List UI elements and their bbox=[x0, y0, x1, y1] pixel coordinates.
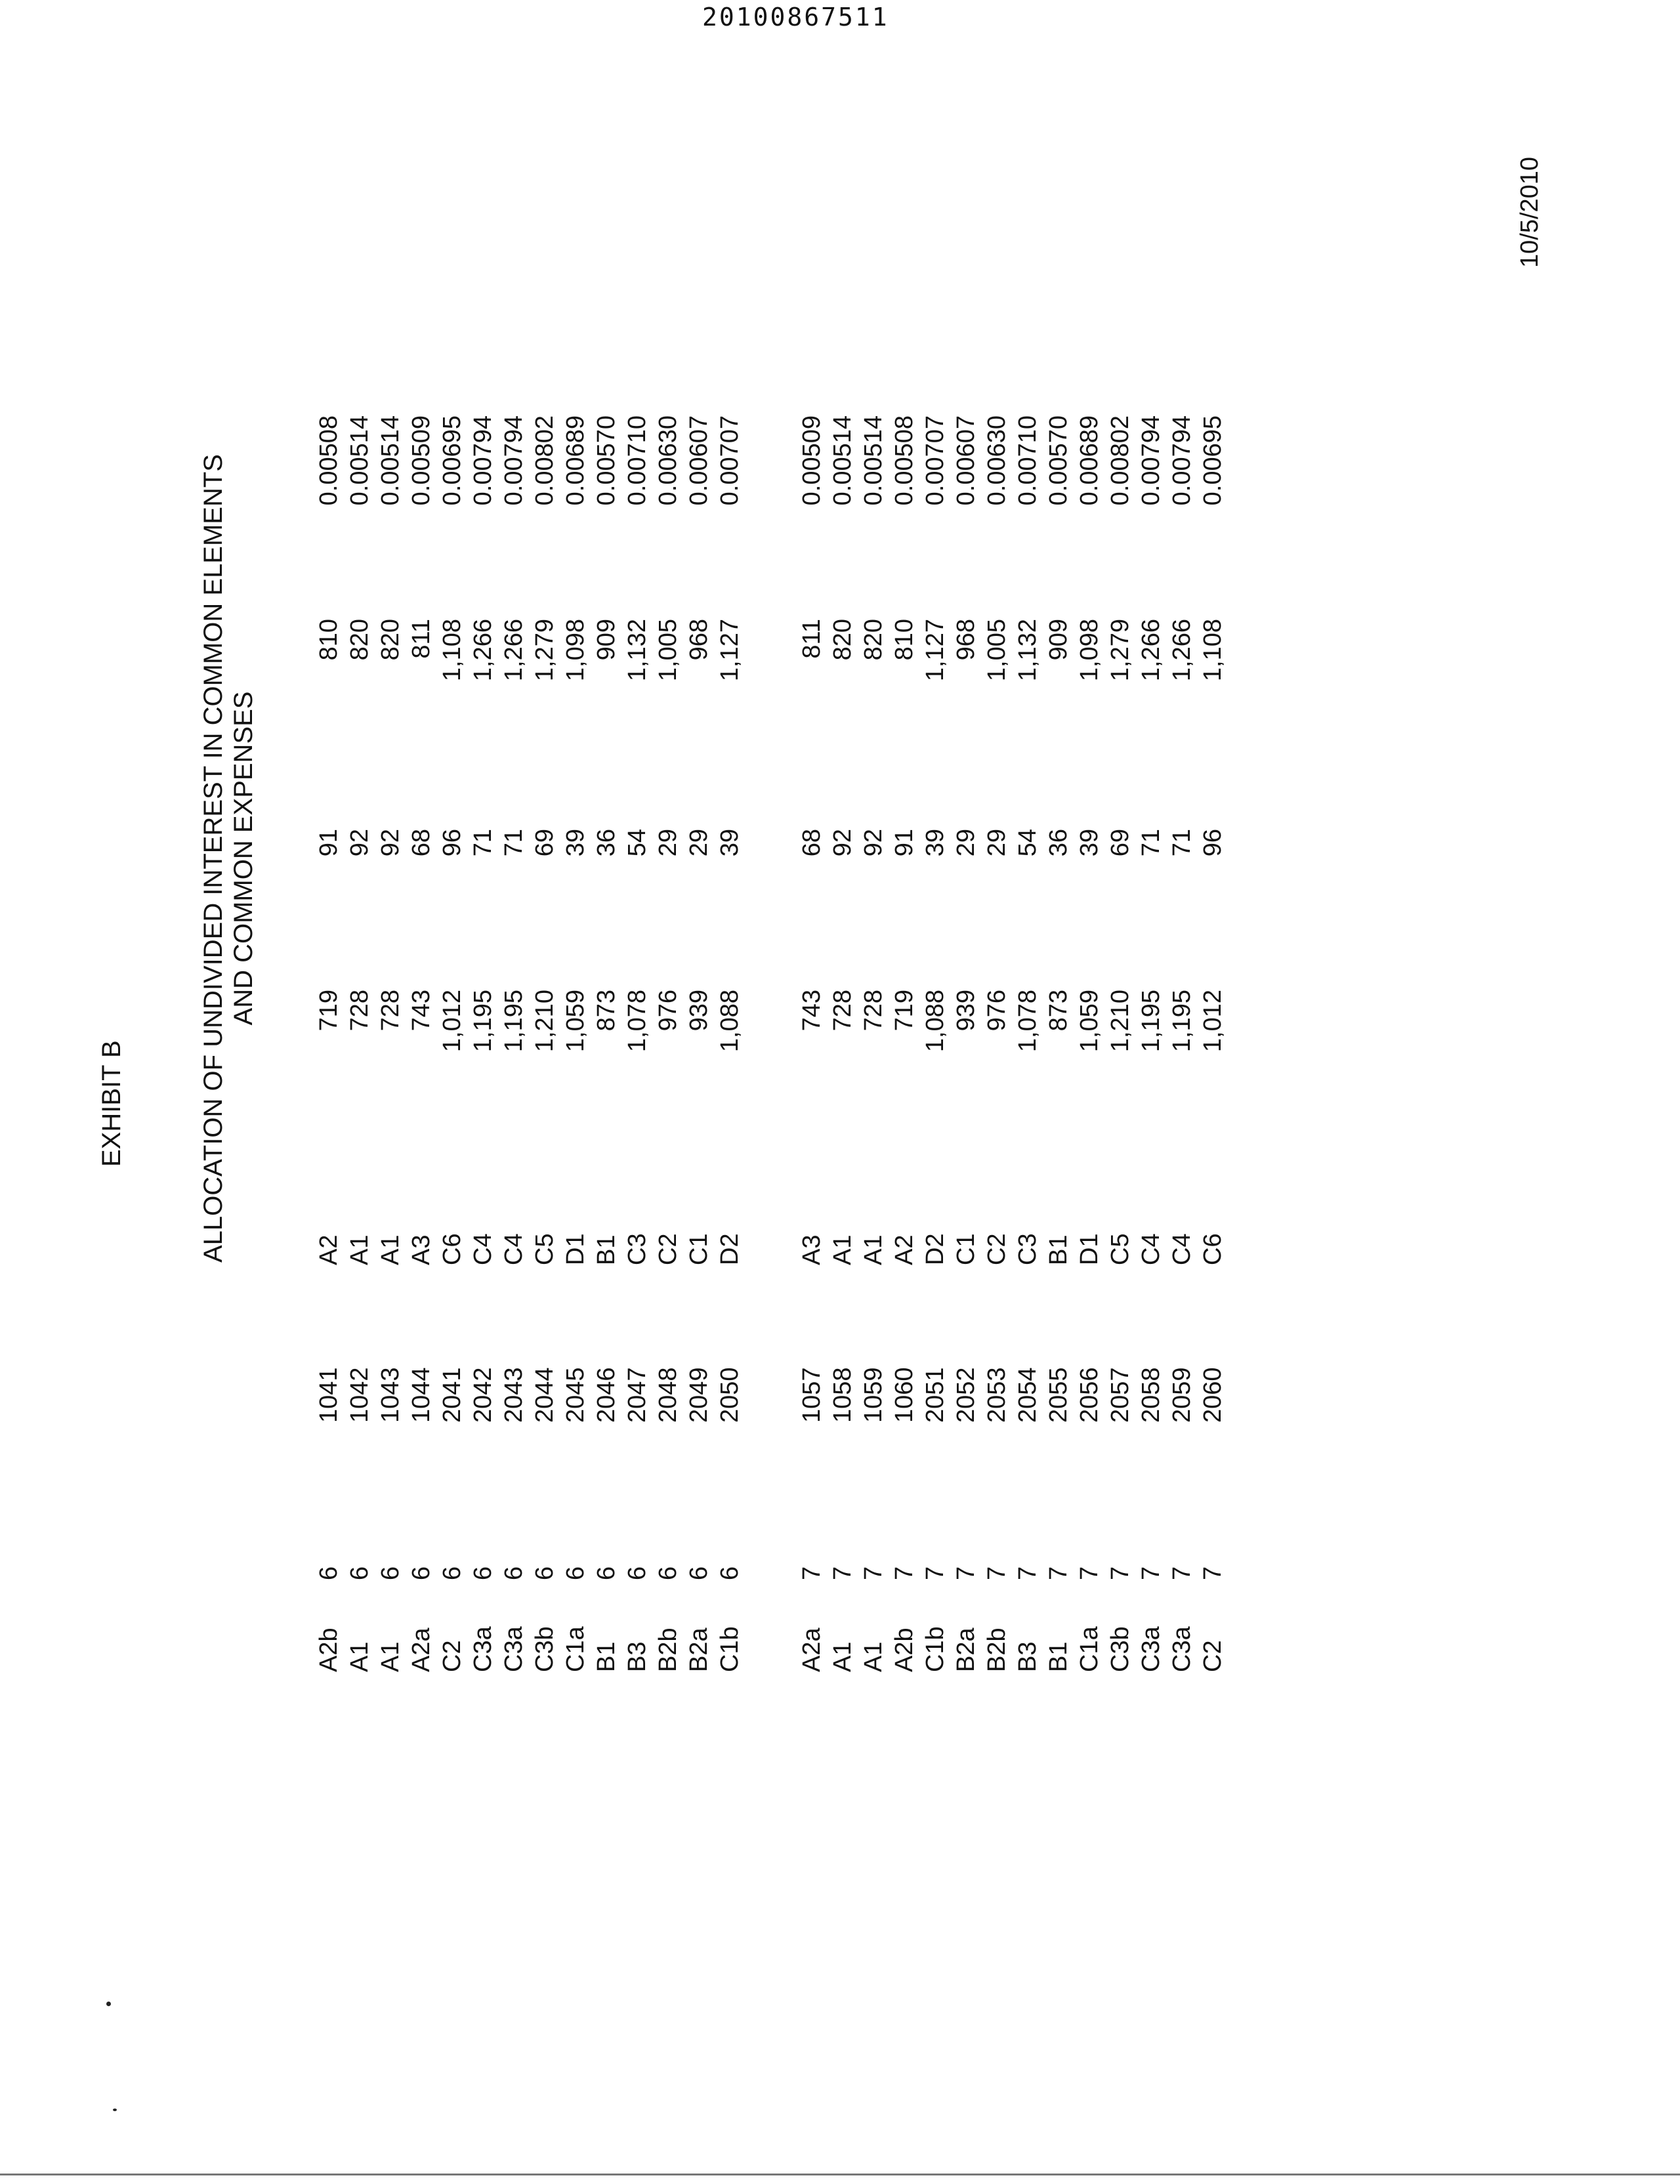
area-a-cell: 728 bbox=[377, 990, 404, 1032]
table-row bbox=[1043, 415, 1074, 1672]
table-row bbox=[653, 415, 684, 1672]
unit-number-cell: 2058 bbox=[1137, 1367, 1165, 1423]
area-total-cell: 820 bbox=[346, 619, 373, 661]
area-b-cell: 39 bbox=[1076, 829, 1103, 857]
plan-code-cell: C1 bbox=[952, 1233, 980, 1265]
unit-type-cell: C2 bbox=[438, 1640, 466, 1672]
unit-number-cell: 2044 bbox=[531, 1367, 558, 1423]
table-row bbox=[982, 415, 1013, 1672]
floor-cell: 7 bbox=[1045, 1566, 1072, 1580]
area-b-cell: 92 bbox=[829, 829, 856, 857]
unit-type-cell: B3 bbox=[623, 1641, 651, 1672]
percentage-cell: 0.00630 bbox=[983, 415, 1011, 506]
plan-code-cell: D2 bbox=[716, 1233, 744, 1265]
area-total-cell: 1,108 bbox=[1199, 619, 1227, 682]
date-stamp: 10/5/2010 bbox=[1516, 156, 1544, 268]
area-a-cell: 728 bbox=[346, 990, 373, 1032]
area-total-cell: 820 bbox=[829, 619, 856, 661]
table-row bbox=[591, 415, 622, 1672]
area-a-cell: 976 bbox=[654, 990, 682, 1032]
bottom-rule bbox=[0, 2174, 1680, 2175]
area-total-cell: 1,266 bbox=[500, 619, 528, 682]
unit-number-cell: 2051 bbox=[921, 1367, 949, 1423]
table-row bbox=[920, 415, 951, 1672]
table-row bbox=[622, 415, 653, 1672]
area-a-cell: 1,088 bbox=[716, 990, 744, 1053]
table-row bbox=[468, 415, 499, 1672]
percentage-cell: 0.00607 bbox=[952, 415, 980, 506]
floor-cell: 6 bbox=[531, 1566, 558, 1580]
area-a-cell: 939 bbox=[952, 990, 980, 1032]
floor-cell: 6 bbox=[500, 1566, 528, 1580]
unit-type-cell: C3a bbox=[1137, 1626, 1165, 1672]
table-row bbox=[951, 415, 982, 1672]
area-a-cell: 1,059 bbox=[562, 990, 589, 1053]
table-row bbox=[1105, 415, 1136, 1672]
table-row bbox=[1198, 415, 1228, 1672]
area-a-cell: 728 bbox=[829, 990, 856, 1032]
exhibit-title: EXHIBIT B bbox=[97, 1040, 126, 1167]
plan-code-cell: A3 bbox=[798, 1234, 826, 1265]
area-total-cell: 968 bbox=[952, 619, 980, 661]
percentage-cell: 0.00514 bbox=[860, 415, 887, 506]
heading-line-2: AND COMMON EXPENSES bbox=[229, 691, 258, 1026]
area-b-cell: 96 bbox=[1199, 829, 1227, 857]
unit-type-cell: A1 bbox=[829, 1641, 856, 1672]
unit-type-cell: A2a bbox=[408, 1628, 435, 1672]
unit-type-cell: A1 bbox=[346, 1641, 373, 1672]
area-total-cell: 1,132 bbox=[1014, 619, 1041, 682]
floor-cell: 6 bbox=[654, 1566, 682, 1580]
plan-code-cell: A2 bbox=[891, 1234, 918, 1265]
floor-cell: 6 bbox=[408, 1566, 435, 1580]
unit-type-cell: B2a bbox=[685, 1628, 713, 1672]
area-a-cell: 1,012 bbox=[1199, 990, 1227, 1053]
unit-type-cell: A2a bbox=[798, 1628, 826, 1672]
plan-code-cell: C5 bbox=[531, 1233, 558, 1265]
percentage-cell: 0.00689 bbox=[1076, 415, 1103, 506]
plan-code-cell: B1 bbox=[1045, 1234, 1072, 1265]
area-b-cell: 71 bbox=[1137, 829, 1165, 857]
percentage-cell: 0.00570 bbox=[1045, 415, 1072, 506]
table-row bbox=[560, 415, 591, 1672]
unit-type-cell: A2b bbox=[891, 1628, 918, 1672]
area-total-cell: 909 bbox=[1045, 619, 1072, 661]
area-a-cell: 1,195 bbox=[1137, 990, 1165, 1053]
area-b-cell: 91 bbox=[315, 829, 343, 857]
percentage-cell: 0.00514 bbox=[829, 415, 856, 506]
floor-cell: 7 bbox=[798, 1566, 826, 1580]
unit-type-cell: C1b bbox=[921, 1626, 949, 1672]
plan-code-cell: D2 bbox=[921, 1233, 949, 1265]
area-a-cell: 1,210 bbox=[531, 990, 558, 1053]
floor-cell: 7 bbox=[891, 1566, 918, 1580]
area-a-cell: 1,078 bbox=[1014, 990, 1041, 1053]
floor-cell: 7 bbox=[829, 1566, 856, 1580]
unit-number-cell: 2056 bbox=[1076, 1367, 1103, 1423]
unit-type-cell: B3 bbox=[1014, 1641, 1041, 1672]
plan-code-cell: C2 bbox=[983, 1233, 1011, 1265]
floor-cell: 6 bbox=[562, 1566, 589, 1580]
unit-number-cell: 1042 bbox=[346, 1367, 373, 1423]
unit-number-cell: 1060 bbox=[891, 1367, 918, 1423]
area-b-cell: 71 bbox=[469, 829, 497, 857]
plan-code-cell: C4 bbox=[469, 1233, 497, 1265]
unit-number-cell: 2055 bbox=[1045, 1367, 1072, 1423]
unit-number-cell: 1058 bbox=[829, 1367, 856, 1423]
group-spacer-cell bbox=[746, 415, 797, 1672]
area-b-cell: 96 bbox=[438, 829, 466, 857]
plan-code-cell: A2 bbox=[315, 1234, 343, 1265]
area-a-cell: 1,195 bbox=[469, 990, 497, 1053]
area-total-cell: 1,108 bbox=[438, 619, 466, 682]
floor-cell: 6 bbox=[593, 1566, 620, 1580]
table-row bbox=[530, 415, 560, 1672]
percentage-cell: 0.00509 bbox=[408, 415, 435, 506]
floor-cell: 6 bbox=[346, 1566, 373, 1580]
area-b-cell: 29 bbox=[952, 829, 980, 857]
area-b-cell: 68 bbox=[798, 829, 826, 857]
percentage-cell: 0.00695 bbox=[438, 415, 466, 506]
floor-cell: 7 bbox=[1076, 1566, 1103, 1580]
area-b-cell: 29 bbox=[654, 829, 682, 857]
area-total-cell: 1,266 bbox=[1137, 619, 1165, 682]
unit-type-cell: B2b bbox=[983, 1628, 1011, 1672]
table-row bbox=[684, 415, 715, 1672]
area-a-cell: 743 bbox=[798, 990, 826, 1032]
area-b-cell: 68 bbox=[408, 829, 435, 857]
area-a-cell: 1,195 bbox=[500, 990, 528, 1053]
allocation-table-body bbox=[314, 415, 1228, 1672]
area-a-cell: 743 bbox=[408, 990, 435, 1032]
area-total-cell: 810 bbox=[891, 619, 918, 661]
area-b-cell: 36 bbox=[593, 829, 620, 857]
plan-code-cell: A1 bbox=[860, 1234, 887, 1265]
unit-type-cell: C3a bbox=[1168, 1626, 1196, 1672]
percentage-cell: 0.00710 bbox=[623, 415, 651, 506]
area-a-cell: 1,195 bbox=[1168, 990, 1196, 1053]
floor-cell: 6 bbox=[623, 1566, 651, 1580]
floor-cell: 7 bbox=[1137, 1566, 1165, 1580]
unit-number-cell: 2043 bbox=[500, 1367, 528, 1423]
document-number: 20100867511 bbox=[702, 3, 889, 32]
unit-type-cell: C2 bbox=[1199, 1640, 1227, 1672]
area-total-cell: 1,098 bbox=[562, 619, 589, 682]
area-a-cell: 1,210 bbox=[1106, 990, 1134, 1053]
area-a-cell: 1,088 bbox=[921, 990, 949, 1053]
area-b-cell: 54 bbox=[623, 829, 651, 857]
heading-line-1: ALLOCATION OF UNDIVIDED INTEREST IN COMMON ELEMENTS bbox=[199, 454, 228, 1263]
percentage-cell: 0.00508 bbox=[315, 415, 343, 506]
unit-number-cell: 2049 bbox=[685, 1367, 713, 1423]
unit-number-cell: 2054 bbox=[1014, 1367, 1041, 1423]
floor-cell: 7 bbox=[921, 1566, 949, 1580]
area-a-cell: 1,059 bbox=[1076, 990, 1103, 1053]
table-row bbox=[858, 415, 889, 1672]
unit-type-cell: C3a bbox=[469, 1626, 497, 1672]
area-b-cell: 71 bbox=[500, 829, 528, 857]
percentage-cell: 0.00802 bbox=[531, 415, 558, 506]
plan-code-cell: B1 bbox=[593, 1234, 620, 1265]
floor-cell: 7 bbox=[952, 1566, 980, 1580]
percentage-cell: 0.00707 bbox=[921, 415, 949, 506]
unit-number-cell: 1043 bbox=[377, 1367, 404, 1423]
plan-code-cell: C5 bbox=[1106, 1233, 1134, 1265]
percentage-cell: 0.00570 bbox=[593, 415, 620, 506]
unit-number-cell: 2041 bbox=[438, 1367, 466, 1423]
area-b-cell: 39 bbox=[921, 829, 949, 857]
floor-cell: 7 bbox=[1199, 1566, 1227, 1580]
unit-type-cell: C3b bbox=[531, 1626, 558, 1672]
unit-number-cell: 2053 bbox=[983, 1367, 1011, 1423]
table-row bbox=[1136, 415, 1167, 1672]
plan-code-cell: C2 bbox=[654, 1233, 682, 1265]
area-b-cell: 29 bbox=[685, 829, 713, 857]
percentage-cell: 0.00514 bbox=[346, 415, 373, 506]
percentage-cell: 0.00689 bbox=[562, 415, 589, 506]
unit-number-cell: 2047 bbox=[623, 1367, 651, 1423]
percentage-cell: 0.00695 bbox=[1199, 415, 1227, 506]
plan-code-cell: A1 bbox=[377, 1234, 404, 1265]
unit-number-cell: 1044 bbox=[408, 1367, 435, 1423]
area-a-cell: 873 bbox=[1045, 990, 1072, 1032]
area-a-cell: 939 bbox=[685, 990, 713, 1032]
unit-number-cell: 2042 bbox=[469, 1367, 497, 1423]
area-b-cell: 54 bbox=[1014, 829, 1041, 857]
table-row bbox=[314, 415, 345, 1672]
unit-number-cell: 2050 bbox=[716, 1367, 744, 1423]
plan-code-cell: D1 bbox=[562, 1233, 589, 1265]
area-a-cell: 719 bbox=[891, 990, 918, 1032]
plan-code-cell: C3 bbox=[623, 1233, 651, 1265]
area-total-cell: 811 bbox=[408, 619, 435, 659]
floor-cell: 6 bbox=[685, 1566, 713, 1580]
area-b-cell: 71 bbox=[1168, 829, 1196, 857]
area-a-cell: 728 bbox=[860, 990, 887, 1032]
unit-number-cell: 1059 bbox=[860, 1367, 887, 1423]
area-b-cell: 92 bbox=[346, 829, 373, 857]
area-total-cell: 968 bbox=[685, 619, 713, 661]
plan-code-cell: C6 bbox=[1199, 1233, 1227, 1265]
percentage-cell: 0.00707 bbox=[716, 415, 744, 506]
plan-code-cell: A3 bbox=[408, 1234, 435, 1265]
plan-code-cell: C4 bbox=[1168, 1233, 1196, 1265]
area-b-cell: 92 bbox=[377, 829, 404, 857]
unit-type-cell: A1 bbox=[860, 1641, 887, 1672]
table-heading bbox=[198, 202, 259, 1515]
group-spacer bbox=[746, 415, 797, 1672]
allocation-table bbox=[314, 415, 1228, 1672]
unit-number-cell: 2059 bbox=[1168, 1367, 1196, 1423]
unit-number-cell: 1057 bbox=[798, 1367, 826, 1423]
area-b-cell: 36 bbox=[1045, 829, 1072, 857]
percentage-cell: 0.00710 bbox=[1014, 415, 1041, 506]
area-total-cell: 1,098 bbox=[1076, 619, 1103, 682]
unit-type-cell: A2b bbox=[315, 1628, 343, 1672]
percentage-cell: 0.00509 bbox=[798, 415, 826, 506]
unit-type-cell: B1 bbox=[593, 1641, 620, 1672]
area-total-cell: 1,005 bbox=[983, 619, 1011, 682]
table-row bbox=[406, 415, 437, 1672]
plan-code-cell: C4 bbox=[1137, 1233, 1165, 1265]
floor-cell: 6 bbox=[315, 1566, 343, 1580]
floor-cell: 7 bbox=[1106, 1566, 1134, 1580]
unit-type-cell: C1a bbox=[562, 1626, 589, 1672]
table-row bbox=[1074, 415, 1105, 1672]
table-row bbox=[375, 415, 406, 1672]
area-total-cell: 1,279 bbox=[531, 619, 558, 682]
unit-type-cell: B2b bbox=[654, 1628, 682, 1672]
percentage-cell: 0.00794 bbox=[1168, 415, 1196, 506]
plan-code-cell: D1 bbox=[1076, 1233, 1103, 1265]
floor-cell: 7 bbox=[983, 1566, 1011, 1580]
percentage-cell: 0.00794 bbox=[500, 415, 528, 506]
unit-number-cell: 2045 bbox=[562, 1367, 589, 1423]
area-total-cell: 810 bbox=[315, 619, 343, 661]
floor-cell: 6 bbox=[716, 1566, 744, 1580]
unit-number-cell: 2048 bbox=[654, 1367, 682, 1423]
table-row bbox=[889, 415, 920, 1672]
area-a-cell: 976 bbox=[983, 990, 1011, 1032]
area-total-cell: 811 bbox=[798, 619, 826, 659]
area-total-cell: 820 bbox=[377, 619, 404, 661]
percentage-cell: 0.00508 bbox=[891, 415, 918, 506]
unit-type-cell: A1 bbox=[377, 1641, 404, 1672]
table-row bbox=[715, 415, 746, 1672]
area-a-cell: 719 bbox=[315, 990, 343, 1032]
floor-cell: 6 bbox=[438, 1566, 466, 1580]
area-b-cell: 29 bbox=[983, 829, 1011, 857]
area-b-cell: 69 bbox=[1106, 829, 1134, 857]
unit-number-cell: 1041 bbox=[315, 1367, 343, 1423]
table-row bbox=[345, 415, 375, 1672]
area-total-cell: 1,127 bbox=[716, 619, 744, 682]
area-total-cell: 909 bbox=[593, 619, 620, 661]
percentage-cell: 0.00794 bbox=[1137, 415, 1165, 506]
area-total-cell: 820 bbox=[860, 619, 887, 661]
percentage-cell: 0.00514 bbox=[377, 415, 404, 506]
plan-code-cell: C6 bbox=[438, 1233, 466, 1265]
area-total-cell: 1,279 bbox=[1106, 619, 1134, 682]
plan-code-cell: A1 bbox=[829, 1234, 856, 1265]
area-total-cell: 1,266 bbox=[469, 619, 497, 682]
percentage-cell: 0.00630 bbox=[654, 415, 682, 506]
table-row bbox=[1013, 415, 1043, 1672]
unit-type-cell: B1 bbox=[1045, 1641, 1072, 1672]
plan-code-cell: A1 bbox=[346, 1234, 373, 1265]
unit-number-cell: 2052 bbox=[952, 1367, 980, 1423]
area-a-cell: 1,012 bbox=[438, 990, 466, 1053]
table-row bbox=[797, 415, 828, 1672]
unit-type-cell: B2a bbox=[952, 1628, 980, 1672]
floor-cell: 7 bbox=[860, 1566, 887, 1580]
unit-number-cell: 2060 bbox=[1199, 1367, 1227, 1423]
unit-type-cell: C3b bbox=[1106, 1626, 1134, 1672]
floor-cell: 7 bbox=[1014, 1566, 1041, 1580]
area-a-cell: 1,078 bbox=[623, 990, 651, 1053]
unit-type-cell: C1a bbox=[1076, 1626, 1103, 1672]
percentage-cell: 0.00607 bbox=[685, 415, 713, 506]
table-row bbox=[1167, 415, 1198, 1672]
floor-cell: 6 bbox=[377, 1566, 404, 1580]
unit-number-cell: 2057 bbox=[1106, 1367, 1134, 1423]
area-b-cell: 39 bbox=[716, 829, 744, 857]
plan-code-cell: C1 bbox=[685, 1233, 713, 1265]
unit-number-cell: 2046 bbox=[593, 1367, 620, 1423]
percentage-cell: 0.00794 bbox=[469, 415, 497, 506]
area-a-cell: 873 bbox=[593, 990, 620, 1032]
unit-type-cell: C3a bbox=[500, 1626, 528, 1672]
area-total-cell: 1,266 bbox=[1168, 619, 1196, 682]
table-row bbox=[437, 415, 468, 1672]
floor-cell: 6 bbox=[469, 1566, 497, 1580]
area-total-cell: 1,005 bbox=[654, 619, 682, 682]
plan-code-cell: C3 bbox=[1014, 1233, 1041, 1265]
area-total-cell: 1,127 bbox=[921, 619, 949, 682]
unit-type-cell: C1b bbox=[716, 1626, 744, 1672]
area-total-cell: 1,132 bbox=[623, 619, 651, 682]
percentage-cell: 0.00802 bbox=[1106, 415, 1134, 506]
area-b-cell: 39 bbox=[562, 829, 589, 857]
table-row bbox=[499, 415, 530, 1672]
floor-cell: 7 bbox=[1168, 1566, 1196, 1580]
area-b-cell: 91 bbox=[891, 829, 918, 857]
area-b-cell: 92 bbox=[860, 829, 887, 857]
area-b-cell: 69 bbox=[531, 829, 558, 857]
table-row bbox=[828, 415, 858, 1672]
plan-code-cell: C4 bbox=[500, 1233, 528, 1265]
